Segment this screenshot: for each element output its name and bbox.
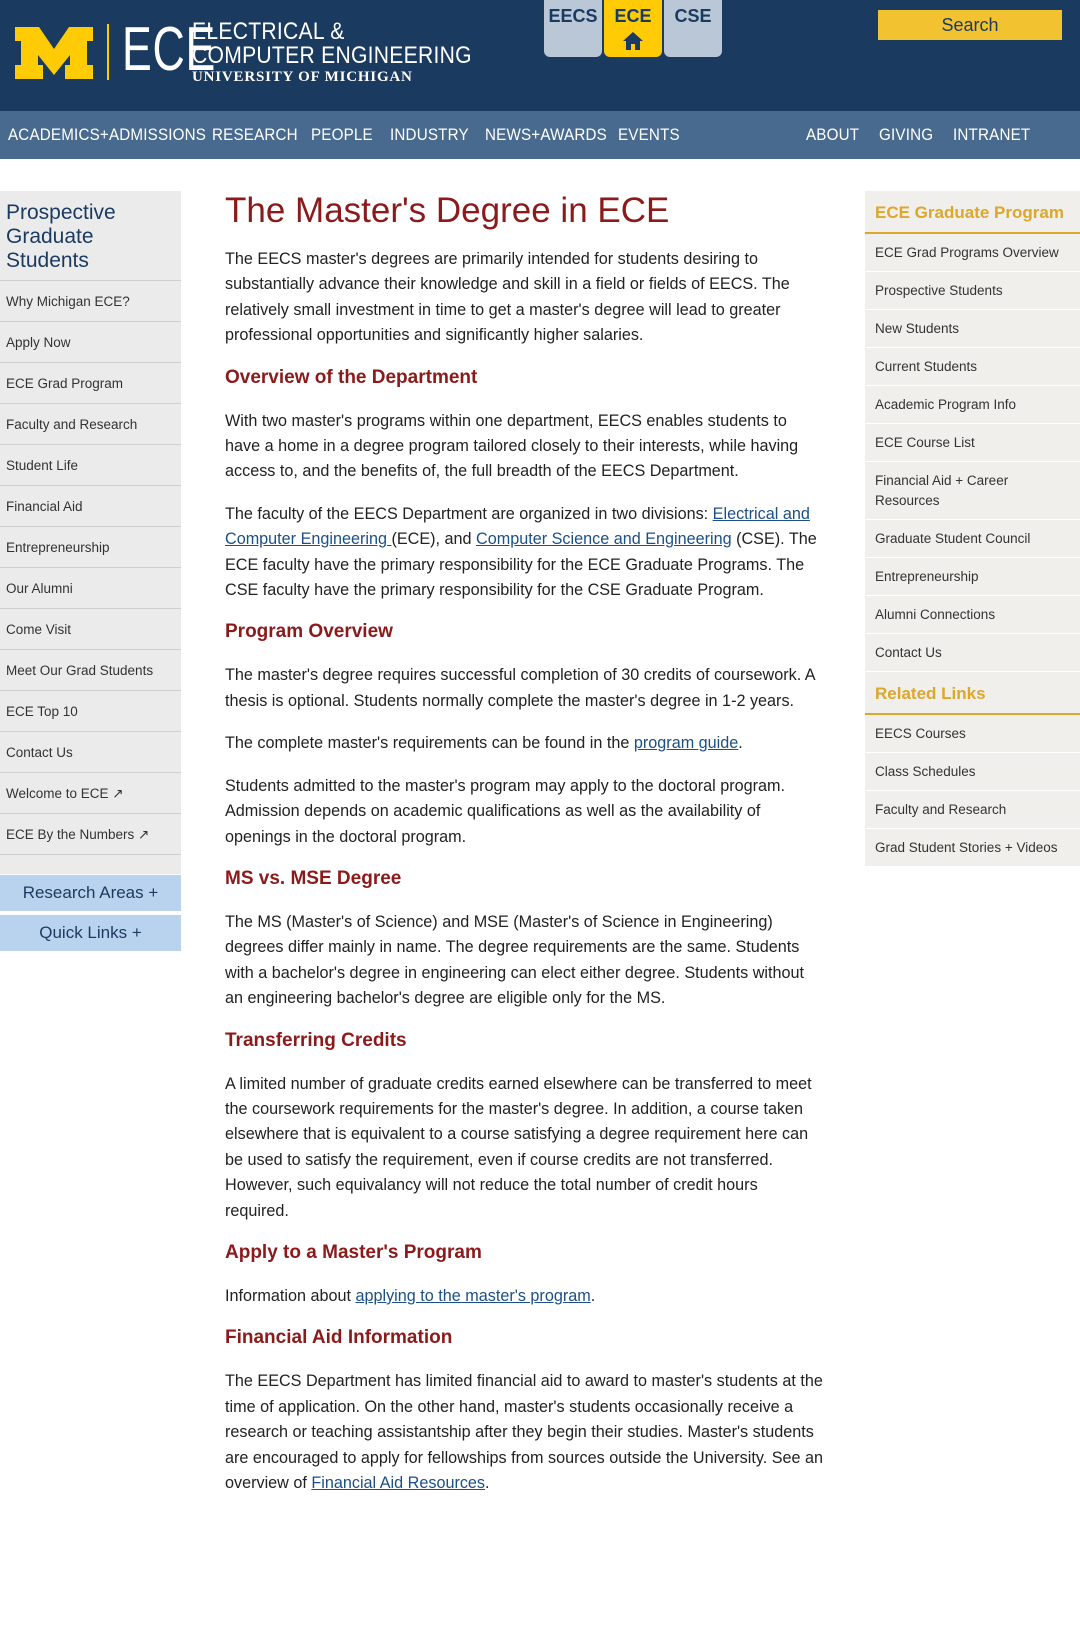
sidebar-item-welcome-to-ece[interactable]: Welcome to ECE ↗ — [0, 772, 181, 813]
intro-paragraph: The EECS master's degrees are primarily intended for students desiring to substantially advance their knowledge and skill in a field or fields of EECS. The relatively small investment in time to get a master's degree will lead to greater professional opportunities and significantly higher salaries. — [225, 250, 790, 345]
rlink-class-schedules[interactable]: Class Schedules — [865, 753, 1080, 791]
program-overview-heading: Program Overview — [225, 621, 393, 643]
nav-intranet[interactable]: INTRANET — [953, 126, 1031, 144]
ece-division-link[interactable]: Electrical and Computer Engineering — [225, 504, 810, 549]
financial-aid-paragraph: The EECS Department has limited financial aid to award to master's students at the time of application. On the other hand, master's students occasionally receive a research or teaching assistantship after they begin their studies. Master's students are encouraged to apply for fellowships from sources outside the University. See an overview of Financial Aid Resources. — [225, 1372, 824, 1492]
dept-tab-ece[interactable]: ECE — [604, 0, 662, 57]
sidebar-item-our-alumni[interactable]: Our Alumni — [0, 567, 181, 608]
nav-news-awards[interactable]: NEWS+AWARDS — [485, 126, 607, 144]
overview-paragraph-2: The faculty of the EECS Department are organized in two divisions: Electrical and Computer Engineering (ECE), and Computer Science and Engineering (CSE). The ECE faculty have the primary responsibility for the ECE Graduate Programs. The CSE faculty have the primary responsibility for the CSE Graduate Program. — [225, 504, 817, 600]
nav-research[interactable]: RESEARCH — [212, 126, 298, 144]
rlink-new-students[interactable]: New Students — [865, 310, 1080, 348]
rlink-entrepreneurship[interactable]: Entrepreneurship — [865, 558, 1080, 596]
program-paragraph-1: The master's degree requires successful completion of 30 credits of coursework. A thesis is optional. Students normally complete the master's degree in 1-2 years. — [225, 666, 815, 710]
search-button[interactable]: Search — [878, 10, 1062, 40]
rlink-eecs-courses[interactable]: EECS Courses — [865, 715, 1080, 753]
logo-department-name[interactable] — [192, 20, 510, 86]
overview-paragraph-1: With two master's programs within one department, EECS enables students to have a home in a degree program tailored closely to their interests, while having access to, and the benefits of, the full breadth of the EECS Department. — [225, 411, 799, 481]
ece-graduate-program-heading: ECE Graduate Program — [865, 191, 1080, 234]
applying-masters-link[interactable]: applying to the master's program — [355, 1286, 591, 1305]
sidebar-item-apply-now[interactable]: Apply Now — [0, 321, 181, 362]
sidebar-item-why-michigan[interactable]: Why Michigan ECE? — [0, 280, 181, 321]
financial-aid-resources-link[interactable]: Financial Aid Resources — [311, 1474, 486, 1492]
rlink-grad-student-council[interactable]: Graduate Student Council — [865, 520, 1080, 558]
nav-giving[interactable]: GIVING — [879, 126, 934, 144]
rlink-ece-course-list[interactable]: ECE Course List — [865, 424, 1080, 462]
nav-academics-admissions[interactable]: ACADEMICS+ADMISSIONS — [8, 126, 207, 144]
dept-tab-cse[interactable]: CSE — [664, 0, 722, 57]
program-paragraph-3: Students admitted to the master's program may apply to the doctoral program. Admission depends on academic qualifications as well as the availability of openings in the doctoral program. — [225, 776, 786, 846]
left-sidebar — [0, 191, 181, 874]
sidebar-item-come-visit[interactable]: Come Visit — [0, 608, 181, 649]
research-areas-toggle[interactable]: Research Areas + — [0, 875, 181, 911]
main-nav — [0, 111, 1080, 159]
ms-vs-mse-heading: MS vs. MSE Degree — [225, 867, 402, 889]
sidebar-title: Prospective Graduate Students — [6, 201, 116, 272]
logo-divider — [107, 24, 109, 80]
logo-line-2: COMPUTER ENGINEERING — [192, 42, 472, 69]
program-paragraph-2: The complete master's requirements can be found in the program guide. — [225, 734, 743, 753]
rlink-grad-student-stories[interactable]: Grad Student Stories + Videos — [865, 829, 1080, 867]
main-content — [225, 191, 825, 1496]
ms-vs-mse-paragraph: The MS (Master's of Science) and MSE (Master's of Science in Engineering) degrees differ mainly in name. The degree requirements are the same. Students with a bachelor's degree in engineering can elect either degree. Students without an engineering bachelor's degree are eligible only for the MS. — [225, 912, 805, 1008]
quick-links-toggle[interactable]: Quick Links + — [0, 915, 181, 951]
overview-heading: Overview of the Department — [225, 366, 478, 388]
logo-ece-text[interactable]: ECE — [122, 15, 216, 84]
block-m-logo[interactable] — [13, 25, 95, 81]
cse-division-link[interactable]: Computer Science and Engineering — [476, 530, 732, 549]
rlink-grad-programs-overview[interactable]: ECE Grad Programs Overview — [865, 234, 1080, 272]
financial-aid-heading: Financial Aid Information — [225, 1327, 453, 1349]
nav-industry[interactable]: INDUSTRY — [390, 126, 469, 144]
rlink-current-students[interactable]: Current Students — [865, 348, 1080, 386]
nav-people[interactable]: PEOPLE — [311, 126, 373, 144]
page-title: The Master's Degree in ECE — [225, 191, 670, 230]
site-header — [0, 0, 1080, 111]
nav-about[interactable]: ABOUT — [806, 126, 860, 144]
sidebar-item-entrepreneurship[interactable]: Entrepreneurship — [0, 526, 181, 567]
sidebar-item-meet-grad-students[interactable]: Meet Our Grad Students — [0, 649, 181, 690]
rlink-faculty-research[interactable]: Faculty and Research — [865, 791, 1080, 829]
sidebar-item-ece-grad-program[interactable]: ECE Grad Program — [0, 362, 181, 403]
logo-line-1: ELECTRICAL & — [192, 18, 345, 45]
right-sidebar — [865, 191, 1080, 867]
rlink-academic-program-info[interactable]: Academic Program Info — [865, 386, 1080, 424]
transferring-credits-heading: Transferring Credits — [225, 1029, 407, 1051]
related-links-heading: Related Links — [865, 672, 1080, 715]
rlink-contact-us[interactable]: Contact Us — [865, 634, 1080, 672]
rlink-prospective-students[interactable]: Prospective Students — [865, 272, 1080, 310]
sidebar-item-ece-top-10[interactable]: ECE Top 10 — [0, 690, 181, 731]
dept-tab-eecs[interactable]: EECS — [544, 0, 602, 57]
apply-paragraph: Information about applying to the master's program. — [225, 1286, 596, 1305]
nav-events[interactable]: EVENTS — [618, 126, 680, 144]
rlink-alumni-connections[interactable]: Alumni Connections — [865, 596, 1080, 634]
sidebar-item-contact-us[interactable]: Contact Us — [0, 731, 181, 772]
sidebar-item-financial-aid[interactable]: Financial Aid — [0, 485, 181, 526]
apply-heading: Apply to a Master's Program — [225, 1241, 482, 1263]
sidebar-item-ece-by-numbers[interactable]: ECE By the Numbers ↗ — [0, 813, 181, 854]
sidebar-item-student-life[interactable]: Student Life — [0, 444, 181, 485]
home-icon — [622, 31, 644, 51]
rlink-financial-aid-career[interactable]: Financial Aid + Career Resources — [865, 462, 1080, 520]
logo-line-3: UNIVERSITY OF MICHIGAN — [192, 69, 413, 85]
sidebar-item-faculty-research[interactable]: Faculty and Research — [0, 403, 181, 444]
transferring-credits-paragraph: A limited number of graduate credits earned elsewhere can be transferred to meet the coursework requirements for the master's degree. In addition, a course taken elsewhere that is equivalent to a course satisfying a degree requirement here can be used to satisfy the requirement, even if course credits are not transferred. However, such equivalancy will not reduce the total number of credit hours required. — [225, 1074, 812, 1220]
program-guide-link[interactable]: program guide — [633, 734, 739, 753]
sidebar-footer — [0, 854, 181, 874]
